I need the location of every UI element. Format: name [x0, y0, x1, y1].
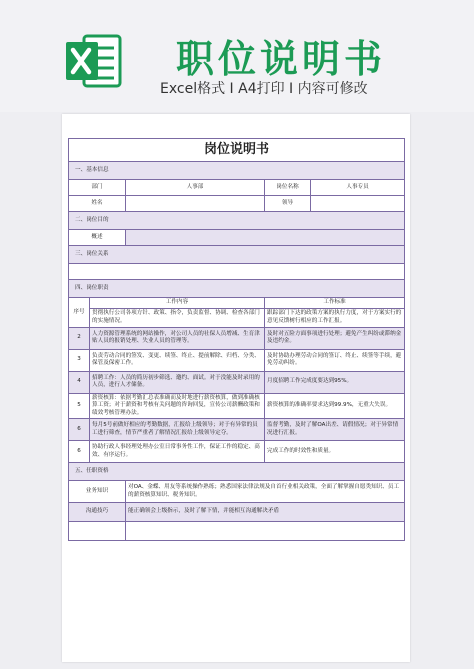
section-qualifications: 五、任职资格	[69, 463, 405, 481]
name-label: 姓名	[69, 196, 126, 212]
comm-label: 沟通技巧	[69, 503, 126, 522]
duty-standard: 及时对五险方面事项进行处理；避免产生纠纷或滞纳金及违约金。	[265, 327, 405, 349]
blank-value[interactable]	[126, 522, 405, 541]
col-no-header: 序号	[69, 298, 90, 328]
skill-value[interactable]: 对OA、金蝶、用友等系统操作熟练；熟悉国家法律法规及自首行业相关政策，全面了解掌握自愿类知识、员工的薪资核算知识、税务知识。	[126, 481, 405, 503]
section-duties: 四、岗位职责	[69, 280, 405, 298]
table-row	[69, 327, 405, 349]
duty-content: 协助行政人事经理处理办公室日常事务性工作，保证工作的稳定、高效、有序运行。	[90, 441, 265, 463]
table-row	[69, 371, 405, 393]
skill-label: 业务知识	[69, 481, 126, 503]
col-content-header: 工作内容	[90, 298, 265, 309]
duty-standard: 监督考勤，及时了解OA出差、请假情况；对于异常情况进行汇报。	[265, 419, 405, 441]
leader-label: 领导	[265, 196, 311, 212]
banner-title: 职位说明书	[176, 37, 387, 81]
dept-value[interactable]: 人事部	[126, 180, 265, 196]
document-sheet	[62, 114, 410, 662]
duty-content: 人力资源管理系统的网站操作，对公司人员的社保人员增减、生育津贴人员的报销处理、失业人员的管理等。	[90, 327, 265, 349]
table-row	[69, 441, 405, 463]
duty-no: 6	[69, 441, 90, 463]
duty-standard: 及时协助办理劳动合同的签订、终止、续签等手续，避免劳动纠纷。	[265, 349, 405, 371]
job-description-table	[68, 138, 405, 541]
table-row	[69, 419, 405, 441]
duty-no: 6	[69, 419, 90, 441]
duty-no: 2	[69, 327, 90, 349]
leader-value[interactable]	[311, 196, 405, 212]
duty-content: 每月5号前做好相应的考勤数据，汇报给上级领导；对于有异常的员工进行筛查，情节严重者了解情况汇报给上级领导定夺。	[90, 419, 265, 441]
promo-banner	[0, 0, 474, 112]
blank-label	[69, 522, 126, 541]
dept-label: 部门	[69, 180, 126, 196]
document-title: 岗位说明书	[69, 139, 405, 162]
name-value[interactable]	[126, 196, 265, 212]
comm-value[interactable]: 能正确领会上级指示，及时了解下情，并能相互沟通解决矛盾	[126, 503, 405, 522]
position-label: 岗位名称	[265, 180, 311, 196]
duty-content: 贯彻执行公司各项方针、政策、指令，负责监督、协调、检查各部门的实施情况。	[90, 308, 265, 327]
duty-content: 招聘工作：人员的简历初步筛选、邀约、面试。对于没能及时录用的人员，进行人才储备。	[90, 371, 265, 393]
excel-icon	[62, 30, 124, 92]
duty-no: 5	[69, 393, 90, 419]
table-row	[69, 349, 405, 371]
duty-standard: 月度招聘工作完成度要达到95%。	[265, 371, 405, 393]
table-row	[69, 393, 405, 419]
col-standard-header: 工作标准	[265, 298, 405, 309]
position-value[interactable]: 人事专员	[311, 180, 405, 196]
duty-standard: 跟踪部门下达的政策方案的执行力度，对于方案实行的意见反馈树行相应的工作汇报。	[265, 308, 405, 327]
section-position-relations: 三、岗位关系	[69, 246, 405, 264]
overview-value[interactable]	[126, 230, 405, 246]
duty-content: 负责劳动合同的签发、变更、续签、终止、提前解除、归档、分类、保管及保密工作。	[90, 349, 265, 371]
section-basic-info: 一、基本信息	[69, 162, 405, 180]
duty-standard: 薪资核算的准确率要求达到99.9%，无重大失误。	[265, 393, 405, 419]
duty-no: 3	[69, 349, 90, 371]
banner-subtitle: Excel格式 I A4打印 I 内容可修改	[160, 81, 368, 97]
duty-standard: 完成工作的时效性和质量。	[265, 441, 405, 463]
relations-value[interactable]	[69, 264, 405, 280]
section-position-purpose: 二、岗位目的	[69, 212, 405, 230]
duty-content: 薪资核算：依据考勤汇总表准确而及时地进行薪资核算，做到准确核算工资；对于薪资和考核有关问题的咨询回复，宣传公司薪酬政策和绩效考核管理办法。	[90, 393, 265, 419]
overview-label: 概述	[69, 230, 126, 246]
duty-no: 4	[69, 371, 90, 393]
